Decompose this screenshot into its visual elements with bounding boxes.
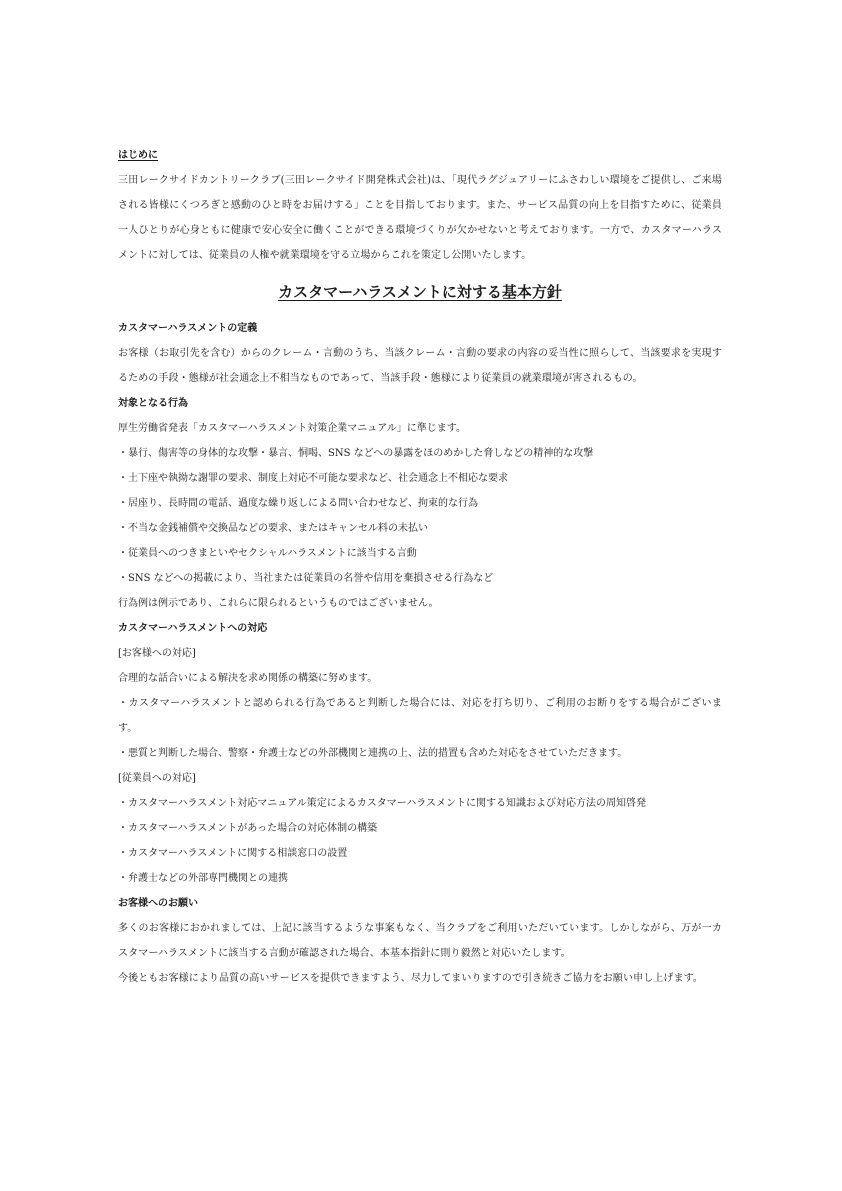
customer-response-item: ・悪質と判断した場合、警察・弁護士などの外部機関と連携の上、法的措置も含めた対応をさせていただきます。 <box>118 748 628 759</box>
definition-heading: カスタマーハラスメントの定義 <box>118 323 258 334</box>
target-heading: 対象となる行為 <box>118 398 188 409</box>
request-body-2: 今後ともお客様により品質の高いサービスを提供できますよう、尽力してまいりますので引き続きご協力をお願い申し上げます。 <box>118 973 703 984</box>
customer-response-label: [お客様への対応] <box>118 648 196 659</box>
request-body-1: 多くのお客様におかれましては、上記に該当するような事案もなく、当クラブをご利用いただいています。しかしながら、万が一カスタマーハラスメントに該当する言動が確認された場合、本基本指針に則り毅然と対応いたします。 <box>118 923 722 959</box>
request-heading: お客様へのお願い <box>118 898 198 909</box>
target-item: ・暴行、傷害等の身体的な攻撃・暴言、恫喝、SNS などへの暴露をほのめかした脅しなどの精神的な攻撃 <box>118 448 594 459</box>
intro-heading: はじめに <box>118 150 158 161</box>
customer-response-lead: 合理的な話合いによる解決を求め関係の構築に努めます。 <box>118 673 378 684</box>
definition-body: お客様（お取引先を含む）からのクレーム・言動のうち、当該クレーム・言動の要求の内容の妥当性に照らして、当該要求を実現するための手段・態様が社会通念上不相当なものであって、当該手段・態様により従業員の就業環境が害されるもの。 <box>118 348 722 384</box>
staff-response-item: ・弁護士などの外部専門機関との連携 <box>118 873 288 884</box>
target-item: ・従業員へのつきまといやセクシャルハラスメントに該当する言動 <box>118 548 417 559</box>
target-item: ・居座り、長時間の電話、過度な繰り返しによる問い合わせなど、拘束的な行為 <box>118 498 478 509</box>
target-item: ・土下座や執拗な謝罪の要求、制度上対応不可能な要求など、社会通念上不相応な要求 <box>118 473 508 484</box>
response-heading: カスタマーハラスメントへの対応 <box>118 623 268 634</box>
policy-document <box>118 143 722 991</box>
target-lead: 厚生労働省発表「カスタマーハラスメント対策企業マニュアル」に準じます。 <box>118 423 466 434</box>
target-item: ・SNS などへの掲載により、当社または従業員の名誉や信用を棄損させる行為など <box>118 573 494 584</box>
target-item: ・不当な金銭補償や交換品などの要求、またはキャンセル料の未払い <box>118 523 428 534</box>
staff-response-label: [従業員への対応] <box>118 773 196 784</box>
staff-response-item: ・カスタマーハラスメントがあった場合の対応体制の構築 <box>118 823 378 834</box>
page-title: カスタマーハラスメントに対する基本方針 <box>278 283 562 301</box>
customer-response-item: ・カスタマーハラスメントと認められる行為であると判断した場合には、対応を打ち切り、ご利用のお断りをする場合がございます。 <box>118 698 722 734</box>
intro-body: 三田レークサイドカントリークラブ(三田レークサイド開発株式会社)は、「現代ラグジュアリーにふさわしい環境をご提供し、ご来場される皆様にくつろぎと感動のひと時をお届けする」ことを目指しております。また、サービス品質の向上を目指すために、従業員一人ひとりが心身ともに健康で安心安全に働くことができる環境づくりが欠かせないと考えております。一方で、カスタマーハラスメントに対しては、従業員の人権や就業環境を守る立場からこれを策定し公開いたします。 <box>118 175 722 261</box>
staff-response-item: ・カスタマーハラスメントに関する相談窓口の設置 <box>118 848 348 859</box>
target-note: 行為例は例示であり、これらに限られるというものではございません。 <box>118 598 439 609</box>
staff-response-item: ・カスタマーハラスメント対応マニュアル策定によるカスタマーハラスメントに関する知識および対応方法の周知啓発 <box>118 798 646 809</box>
